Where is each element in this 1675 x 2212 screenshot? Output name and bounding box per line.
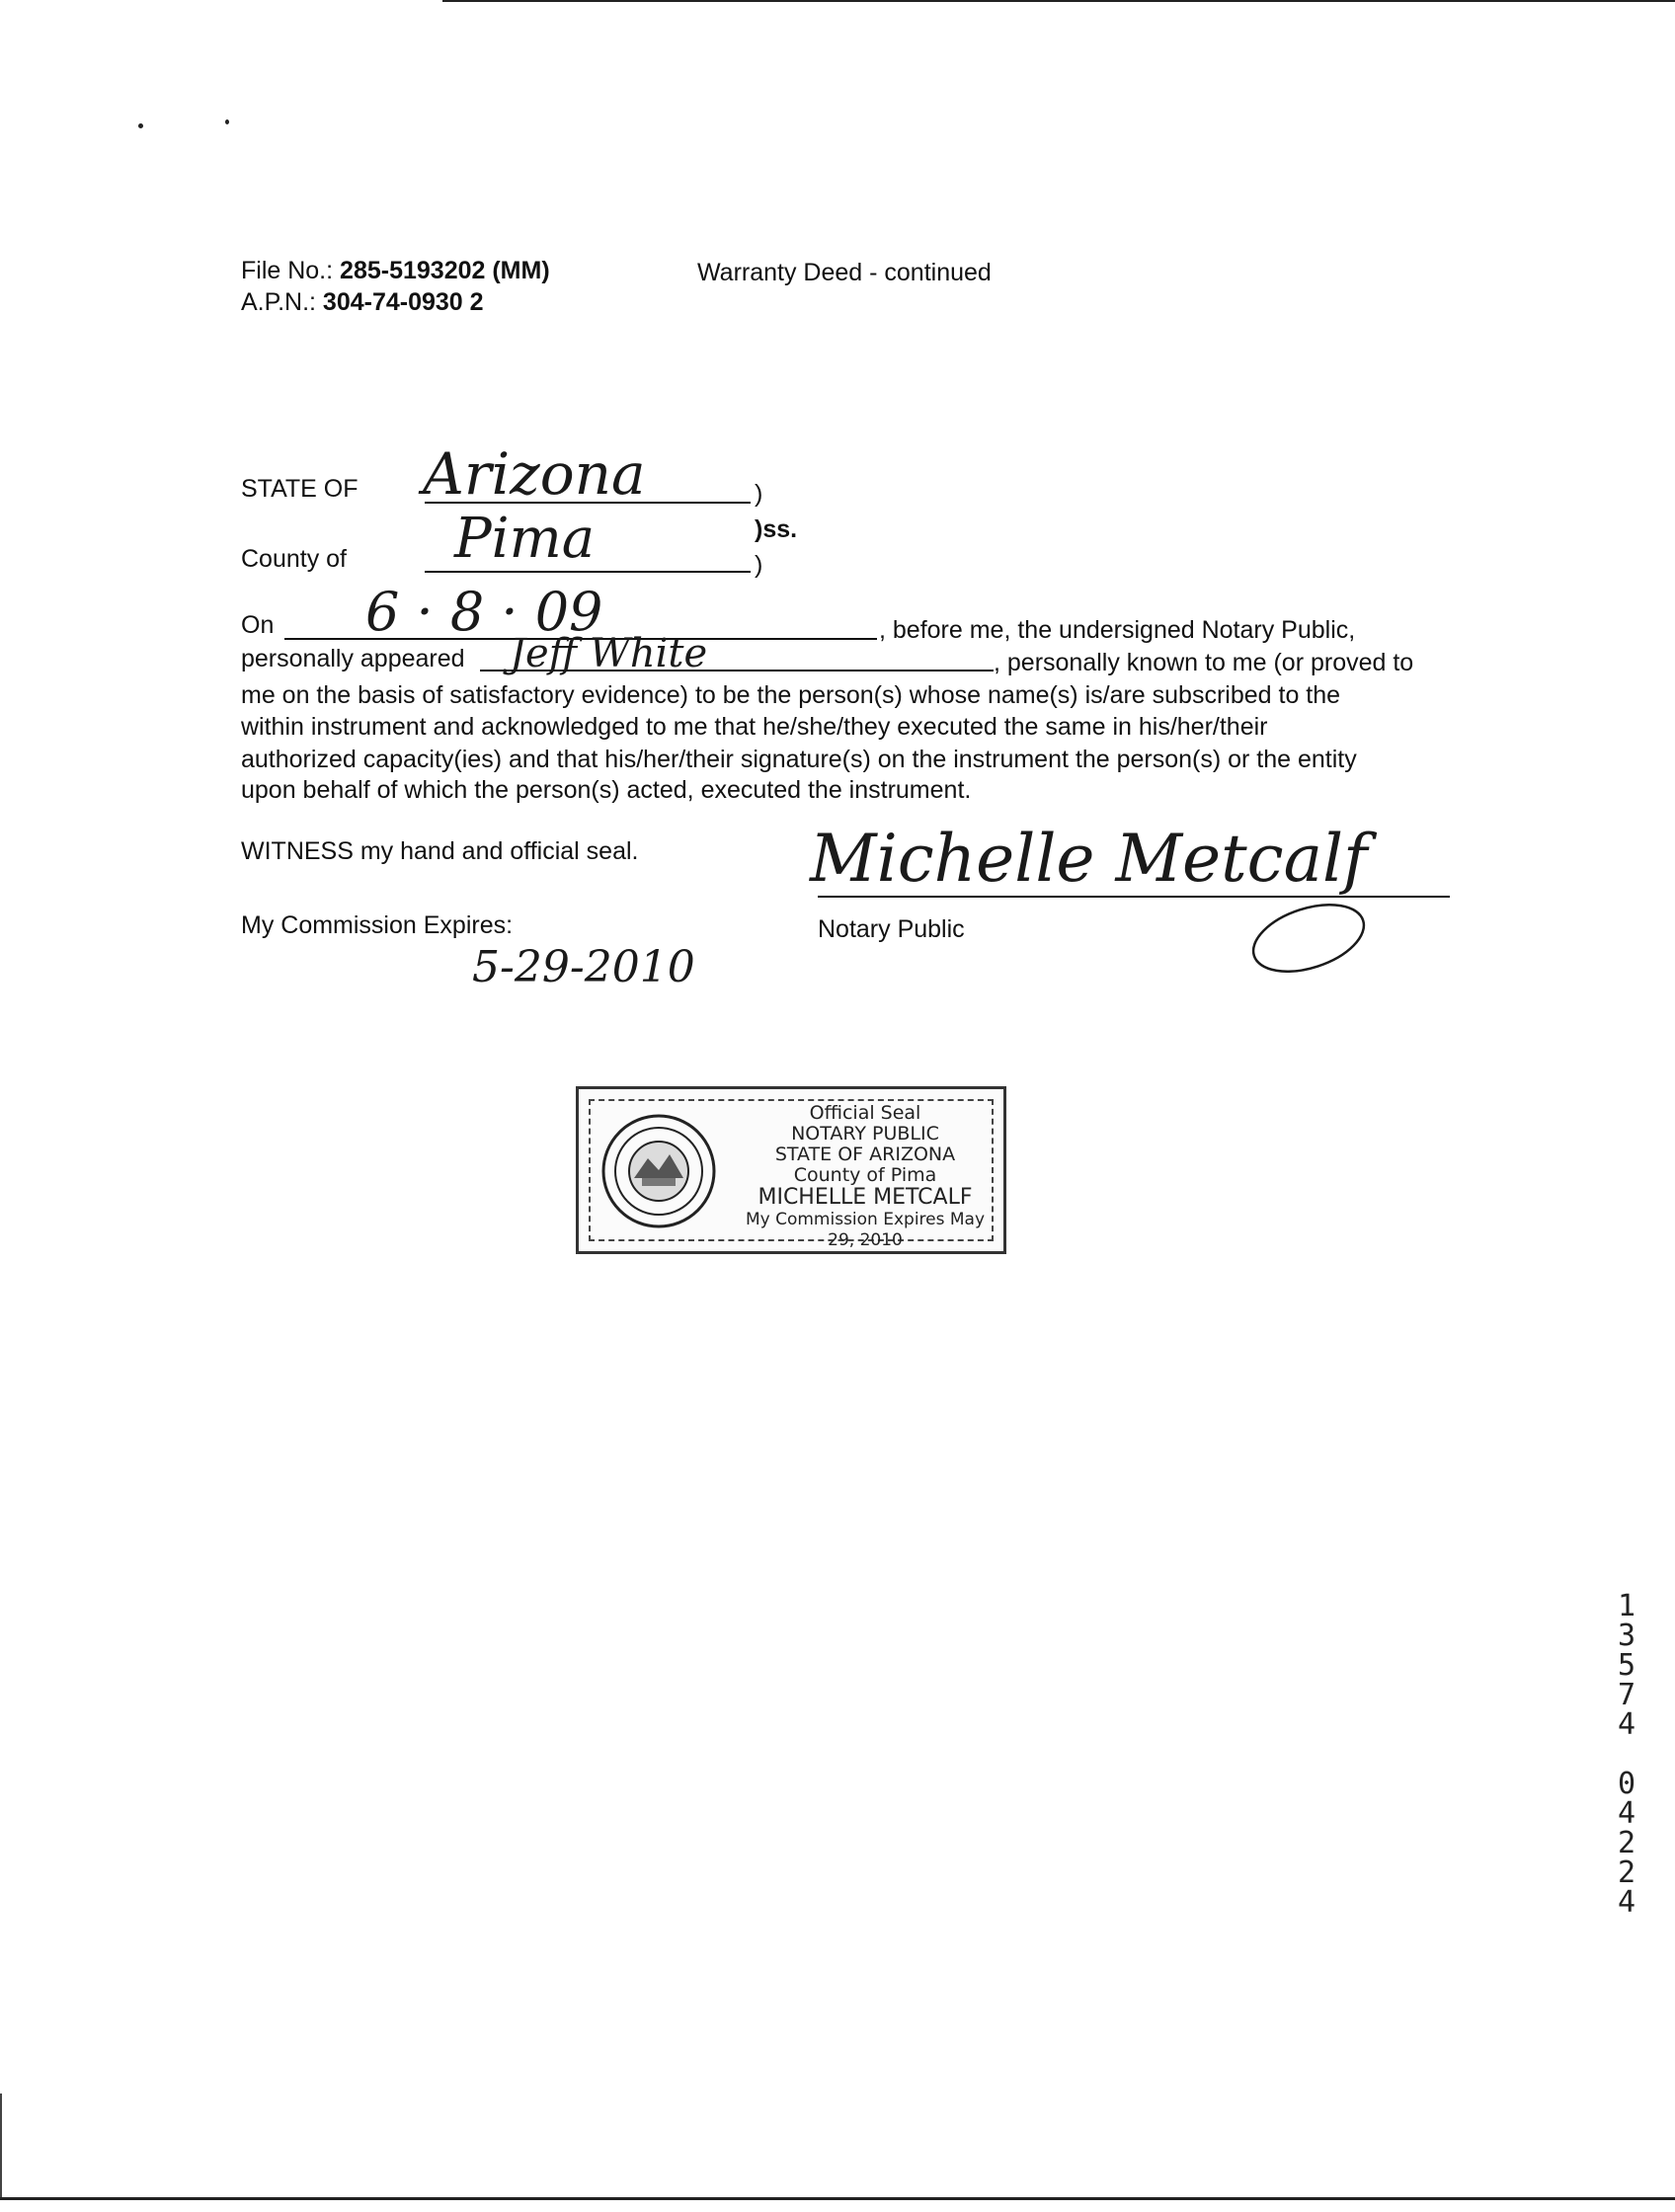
ack-line-2: within instrument and acknowledged to me that he/she/they executed the same in his/her/their (241, 713, 1268, 741)
before-me-text: , before me, the undersigned Notary Public, (879, 616, 1356, 644)
seal-line-name: MICHELLE METCALF (758, 1185, 973, 1210)
seal-line-official: Official Seal (809, 1102, 921, 1124)
county-label: County of (241, 545, 348, 573)
commission-handwritten: 5-29-2010 (472, 942, 695, 992)
scan-edge-bottom (0, 2197, 1675, 2200)
rec-digit: 4 (1617, 1796, 1636, 1831)
paren-bottom: ) (755, 551, 763, 579)
document-title: Warranty Deed - continued (697, 259, 992, 286)
seal-line-expires: My Commission Expires May 29, 2010 (745, 1210, 986, 1250)
seal-line-state: STATE OF ARIZONA (774, 1144, 956, 1165)
scan-dot (225, 119, 229, 124)
seal-line-county: County of Pima (793, 1164, 937, 1186)
state-handwritten: Arizona (423, 440, 646, 508)
apn (241, 286, 484, 319)
commission-label: My Commission Expires: (241, 911, 514, 939)
apn-value: 304-74-0930 2 (322, 288, 484, 316)
file-number-value: 285-5193202 (MM) (340, 257, 550, 284)
rec-digit: 5 (1617, 1648, 1636, 1683)
state-label: STATE OF (241, 475, 359, 503)
paren-top: ) (755, 480, 763, 508)
rec-digit: 2 (1617, 1856, 1636, 1890)
rec-digit: 7 (1617, 1678, 1636, 1712)
notary-public-label: Notary Public (818, 915, 965, 943)
rec-digit: 4 (1617, 1707, 1636, 1742)
scan-edge-left (0, 2094, 2, 2197)
county-line (425, 571, 751, 573)
appeared-handwritten: Jeff White (510, 631, 708, 676)
rec-digit: 0 (1617, 1767, 1636, 1801)
ack-line-4: upon behalf of which the person(s) acted, executed the instrument. (241, 776, 972, 804)
date-handwritten: 6 · 8 · 09 (365, 581, 603, 643)
recording-number (1612, 1589, 1641, 1920)
rec-digit: 1 (1617, 1589, 1636, 1623)
county-handwritten: Pima (454, 507, 596, 571)
notary-signature: Michelle Metcalf (810, 821, 1368, 897)
ack-line-1: me on the basis of satisfactory evidence) to be the person(s) whose name(s) is/are subscribed to the (241, 681, 1341, 709)
seal-text (732, 1103, 998, 1251)
ack-line-3: authorized capacity(ies) and that his/her/their signature(s) on the instrument the person(s) or the entity (241, 746, 1357, 773)
scan-dot (138, 123, 143, 128)
rec-gap (1612, 1740, 1641, 1770)
file-number (241, 255, 550, 287)
file-number-label: File No.: (241, 257, 334, 284)
rec-digit: 4 (1617, 1885, 1636, 1920)
apn-label: A.P.N.: (241, 288, 316, 316)
rec-digit: 2 (1617, 1826, 1636, 1860)
arizona-seal-icon (598, 1111, 719, 1231)
notary-seal-stamp (576, 1086, 1006, 1254)
personally-known-text: , personally known to me (or proved to (994, 649, 1414, 676)
scan-edge-top (442, 0, 1675, 2)
on-label: On (241, 611, 275, 639)
seal-line-notary: NOTARY PUBLIC (791, 1123, 939, 1145)
ss-mark: )ss. (755, 515, 798, 543)
rec-digit: 3 (1617, 1619, 1636, 1653)
appeared-label: personally appeared (241, 645, 465, 672)
signature-flourish (1239, 894, 1368, 973)
witness-text: WITNESS my hand and official seal. (241, 837, 639, 865)
